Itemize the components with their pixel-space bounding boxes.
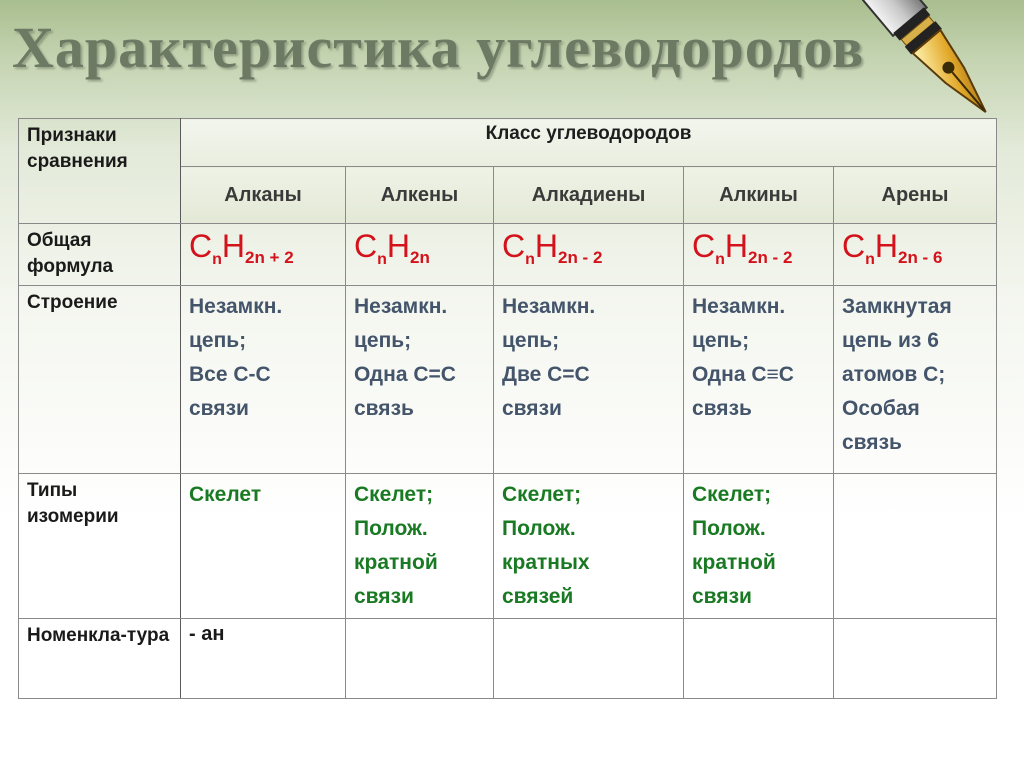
class-alkanes: Алканы (181, 167, 346, 224)
row-label-isomerism: Типы изомерии (19, 474, 181, 619)
isomerism-line: кратных (502, 551, 590, 574)
row-label-structure: Строение (19, 286, 181, 474)
formula-cell (181, 224, 346, 286)
hydrogen-subscript: 2n (410, 248, 430, 267)
structure-line: Незамкн. (189, 295, 283, 318)
isomerism-line: Скелет; (354, 483, 434, 506)
isomerism-line: Полож. (692, 517, 766, 540)
hydrogen-subscript: 2n - 2 (748, 248, 793, 267)
isomerism-line: связей (502, 585, 574, 608)
formula-cell (834, 224, 997, 286)
carbon-subscript: n (377, 251, 387, 268)
structure-line: связь (354, 397, 414, 420)
carbon-subscript: n (525, 251, 535, 268)
formula-cell (346, 224, 494, 286)
carbon-symbol: C (842, 228, 866, 264)
structure-line: связь (842, 431, 902, 454)
nomenclature-row (19, 619, 997, 699)
structure-line: Одна С≡С (692, 363, 794, 386)
general-formula (502, 228, 603, 268)
isomerism-line: кратной (354, 551, 438, 574)
isomerism-row (19, 474, 997, 619)
isomerism-cell (834, 474, 997, 619)
hydrocarbons-table (18, 118, 997, 699)
isomerism-line: связи (354, 585, 414, 608)
corner-label: Признаки сравнения (19, 119, 181, 224)
nomenclature-cell (346, 619, 494, 699)
structure-cell (346, 286, 494, 474)
row-label-nomenclature: Номенкла-тура (19, 619, 181, 699)
formula-row (19, 224, 997, 286)
nomenclature-cell (684, 619, 834, 699)
structure-line: цепь; (502, 329, 560, 352)
structure-line: Незамкн. (354, 295, 448, 318)
hydrogen-subscript: 2n + 2 (245, 248, 294, 267)
structure-cell (181, 286, 346, 474)
hydrogen-subscript: 2n - 6 (898, 248, 943, 267)
page-title: Характеристика углеводородов (12, 15, 865, 80)
carbon-subscript: n (865, 251, 875, 268)
hydrogen-symbol: H (724, 228, 748, 264)
structure-line: Все C-C (189, 363, 271, 386)
carbon-symbol: C (692, 228, 716, 264)
row-label-formula: Общая формула (19, 224, 181, 286)
isomerism-cell (346, 474, 494, 619)
structure-line: связи (189, 397, 249, 420)
formula-cell (494, 224, 684, 286)
isomerism-line: связи (692, 585, 752, 608)
structure-line: цепь; (692, 329, 750, 352)
nomenclature-cell: - ан (181, 619, 346, 699)
hydrogen-subscript: 2n - 2 (558, 248, 603, 267)
structure-line: атомов С; (842, 363, 946, 386)
structure-line: Две С=С (502, 363, 590, 386)
structure-line: Одна С=С (354, 363, 456, 386)
structure-line: Незамкн. (692, 295, 786, 318)
isomerism-line: Скелет; (692, 483, 772, 506)
nomenclature-cell (494, 619, 684, 699)
class-header: Класс углеводородов (181, 119, 997, 167)
structure-row (19, 286, 997, 474)
structure-line: цепь; (189, 329, 247, 352)
general-formula (692, 228, 793, 268)
general-formula (842, 228, 943, 268)
carbon-symbol: C (189, 228, 213, 264)
hydrogen-symbol: H (386, 228, 410, 264)
class-arenes: Арены (834, 167, 997, 224)
general-formula (189, 228, 294, 268)
hydrogen-symbol: H (534, 228, 558, 264)
structure-cell (684, 286, 834, 474)
class-alkynes: Алкины (684, 167, 834, 224)
isomerism-line: Полож. (354, 517, 428, 540)
structure-line: связи (502, 397, 562, 420)
isomerism-cell (181, 474, 346, 619)
structure-cell (494, 286, 684, 474)
general-formula (354, 228, 430, 268)
structure-line: цепь; (354, 329, 412, 352)
structure-line: цепь из 6 (842, 329, 939, 352)
class-alkenes: Алкены (346, 167, 494, 224)
isomerism-cell (494, 474, 684, 619)
isomerism-line: кратной (692, 551, 776, 574)
structure-cell (834, 286, 997, 474)
carbon-symbol: C (502, 228, 526, 264)
hydrogen-symbol: H (221, 228, 245, 264)
carbon-symbol: C (354, 228, 378, 264)
class-alkadienes: Алкадиены (494, 167, 684, 224)
carbon-subscript: n (212, 251, 222, 268)
isomerism-cell (684, 474, 834, 619)
isomerism-line: Скелет; (502, 483, 582, 506)
structure-line: связь (692, 397, 752, 420)
nomenclature-cell (834, 619, 997, 699)
isomerism-line: Скелет (189, 483, 262, 506)
formula-cell (684, 224, 834, 286)
structure-line: Незамкн. (502, 295, 596, 318)
structure-line: Замкнутая (842, 295, 952, 318)
isomerism-line: Полож. (502, 517, 576, 540)
hydrogen-symbol: H (874, 228, 898, 264)
structure-line: Особая (842, 397, 920, 420)
carbon-subscript: n (715, 251, 725, 268)
